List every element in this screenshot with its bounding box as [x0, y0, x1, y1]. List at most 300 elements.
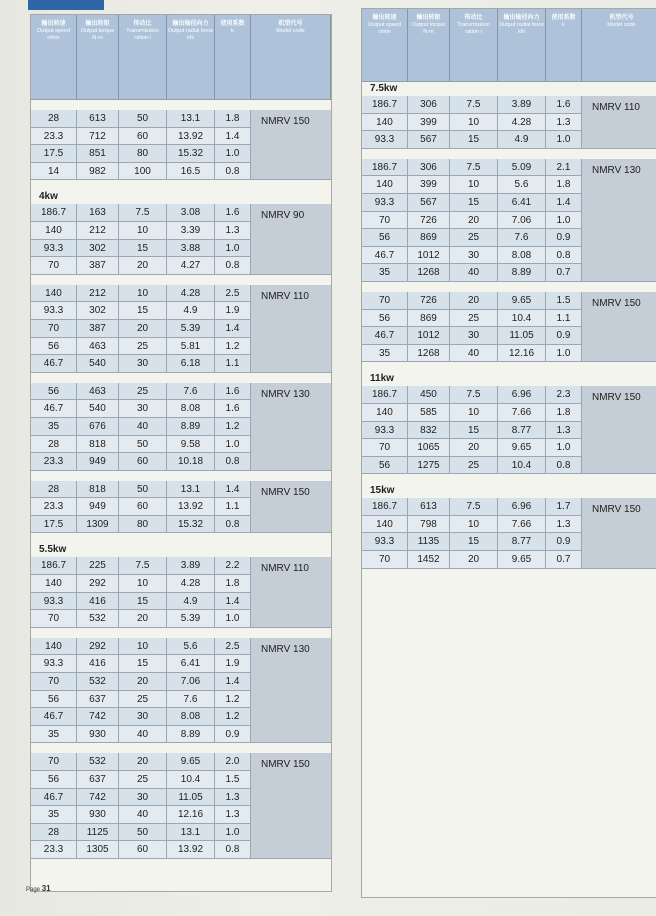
- table-cell: 70: [31, 610, 77, 628]
- table-cell: 463: [77, 338, 119, 356]
- table-cell: 4.27: [167, 257, 215, 275]
- table-cell: 30: [119, 400, 167, 418]
- table-cell: 8.08: [498, 247, 546, 265]
- table-row: [362, 247, 582, 265]
- table-cell: 1.5: [215, 771, 251, 789]
- table-row: [362, 386, 582, 404]
- table-cell: 15: [450, 533, 498, 551]
- table-row: [31, 418, 251, 436]
- table-cell: 0.9: [215, 726, 251, 744]
- table-cell: 212: [77, 285, 119, 303]
- table-cell: 1012: [408, 327, 450, 345]
- table-cell: 399: [408, 114, 450, 132]
- table-cell: 8.89: [498, 264, 546, 282]
- table-cell: 5.81: [167, 338, 215, 356]
- table-cell: 186.7: [362, 159, 408, 177]
- table-cell: 306: [408, 159, 450, 177]
- column-header-en: Transmission ration i: [457, 22, 490, 35]
- table-cell: 56: [31, 771, 77, 789]
- table-cell: 93.3: [31, 302, 77, 320]
- column-header: [77, 15, 119, 99]
- column-header: [582, 9, 656, 81]
- column-header-en: k: [562, 22, 565, 28]
- table-cell: 712: [77, 128, 119, 146]
- column-header-en: Output speed r/min: [367, 22, 402, 35]
- page-footer: [26, 884, 51, 893]
- table-cell: 3.89: [167, 557, 215, 575]
- table-cell: 0.7: [546, 264, 582, 282]
- table-cell: 1.0: [215, 824, 251, 842]
- table-cell: 50: [119, 481, 167, 499]
- table-cell: 1.1: [215, 498, 251, 516]
- table-cell: 1.0: [546, 131, 582, 149]
- table-cell: 416: [77, 655, 119, 673]
- table-cell: 12.16: [498, 345, 546, 363]
- table-cell: 15: [119, 655, 167, 673]
- table-cell: 25: [119, 383, 167, 401]
- power-section-title: 15kw: [370, 485, 395, 497]
- power-section-title: 5.5kw: [39, 544, 67, 556]
- table-cell: 6.41: [167, 655, 215, 673]
- table-cell: 1.3: [215, 806, 251, 824]
- table-cell: 399: [408, 176, 450, 194]
- table-cell: 2.1: [546, 159, 582, 177]
- table-cell: 1.2: [215, 338, 251, 356]
- column-header-cn: 机型代号: [278, 21, 303, 27]
- table-cell: 46.7: [362, 327, 408, 345]
- table-cell: 15: [450, 422, 498, 440]
- model-group-rows: [31, 638, 251, 744]
- model-group: [362, 498, 656, 568]
- model-group-rows: [31, 753, 251, 859]
- table-row: [31, 453, 251, 471]
- table-cell: 20: [450, 439, 498, 457]
- model-group: [31, 481, 331, 534]
- table-cell: 93.3: [31, 655, 77, 673]
- table-cell: 35: [362, 264, 408, 282]
- table-cell: 1.3: [215, 789, 251, 807]
- model-group-rows: [362, 386, 582, 474]
- table-cell: 70: [31, 257, 77, 275]
- table-cell: 28: [31, 481, 77, 499]
- table-cell: 7.06: [167, 673, 215, 691]
- table-cell: 930: [77, 806, 119, 824]
- table-header: [31, 15, 331, 100]
- table-cell: 163: [77, 204, 119, 222]
- table-row: [31, 128, 251, 146]
- model-group: [362, 386, 656, 474]
- table-cell: 10: [450, 176, 498, 194]
- table-cell: 11.05: [167, 789, 215, 807]
- table-cell: 1.3: [215, 222, 251, 240]
- table-cell: 50: [119, 110, 167, 128]
- table-row: [31, 753, 251, 771]
- table-row: [362, 212, 582, 230]
- table-cell: 1.7: [546, 498, 582, 516]
- table-cell: 1.4: [215, 593, 251, 611]
- table-cell: 93.3: [31, 593, 77, 611]
- table-cell: 10.4: [498, 457, 546, 475]
- model-code-cell: NMRV 90: [251, 204, 331, 274]
- table-row: [31, 320, 251, 338]
- table-cell: 46.7: [31, 400, 77, 418]
- table-cell: 3.89: [498, 96, 546, 114]
- table-cell: 0.8: [546, 457, 582, 475]
- table-cell: 25: [450, 310, 498, 328]
- table-cell: 13.92: [167, 498, 215, 516]
- table-cell: 0.9: [546, 533, 582, 551]
- table-cell: 302: [77, 240, 119, 258]
- table-cell: 15: [119, 240, 167, 258]
- page-number: 31: [41, 884, 51, 893]
- table-cell: 869: [408, 310, 450, 328]
- model-group-rows: [31, 204, 251, 274]
- table-cell: 46.7: [362, 247, 408, 265]
- table-cell: 1.3: [546, 114, 582, 132]
- table-cell: 15.32: [167, 145, 215, 163]
- table-cell: 292: [77, 575, 119, 593]
- table-cell: 637: [77, 771, 119, 789]
- table-cell: 8.77: [498, 533, 546, 551]
- table-cell: 585: [408, 404, 450, 422]
- table-row: [31, 163, 251, 181]
- column-header-cn: 使用系数: [551, 15, 576, 21]
- table-cell: 5.09: [498, 159, 546, 177]
- model-group: [31, 753, 331, 859]
- table-cell: 832: [408, 422, 450, 440]
- table-row: [362, 327, 582, 345]
- table-cell: 1309: [77, 516, 119, 534]
- table-cell: 10.4: [498, 310, 546, 328]
- table-cell: 14: [31, 163, 77, 181]
- table-cell: 6.41: [498, 194, 546, 212]
- table-cell: 23.3: [31, 453, 77, 471]
- table-row: [362, 533, 582, 551]
- table-cell: 23.3: [31, 128, 77, 146]
- table-cell: 70: [362, 292, 408, 310]
- table-cell: 20: [119, 257, 167, 275]
- table-cell: 4.9: [167, 302, 215, 320]
- table-cell: 70: [31, 753, 77, 771]
- table-cell: 25: [119, 771, 167, 789]
- table-cell: 93.3: [362, 194, 408, 212]
- table-cell: 140: [31, 222, 77, 240]
- table-cell: 40: [119, 806, 167, 824]
- table-cell: 6.96: [498, 386, 546, 404]
- table-cell: 13.1: [167, 481, 215, 499]
- table-row: [31, 516, 251, 534]
- table-cell: 1.3: [546, 422, 582, 440]
- table-cell: 20: [450, 292, 498, 310]
- table-cell: 0.8: [215, 453, 251, 471]
- table-cell: 1268: [408, 264, 450, 282]
- table-row: [31, 824, 251, 842]
- model-code-cell: NMRV 150: [582, 386, 656, 474]
- table-cell: 0.8: [215, 257, 251, 275]
- table-cell: 1.2: [215, 418, 251, 436]
- table-cell: 9.65: [498, 292, 546, 310]
- table-cell: 60: [119, 498, 167, 516]
- table-cell: 10.4: [167, 771, 215, 789]
- table-cell: 13.1: [167, 824, 215, 842]
- table-cell: 1.8: [215, 575, 251, 593]
- table-cell: 4.28: [167, 285, 215, 303]
- table-cell: 1305: [77, 841, 119, 859]
- table-cell: 23.3: [31, 841, 77, 859]
- table-cell: 40: [450, 345, 498, 363]
- column-header-cn: 输出转矩: [416, 15, 441, 21]
- table-cell: 1065: [408, 439, 450, 457]
- column-header: [546, 9, 582, 81]
- right-table-panel: [361, 8, 656, 898]
- table-cell: 7.6: [167, 383, 215, 401]
- table-cell: 6.96: [498, 498, 546, 516]
- table-cell: 186.7: [362, 386, 408, 404]
- table-cell: 4.28: [498, 114, 546, 132]
- model-group-rows: [362, 498, 582, 568]
- table-cell: 7.66: [498, 516, 546, 534]
- table-cell: 10: [450, 404, 498, 422]
- column-header-en: Output speed r/min: [36, 28, 71, 41]
- table-cell: 140: [31, 638, 77, 656]
- table-cell: 225: [77, 557, 119, 575]
- table-cell: 186.7: [31, 204, 77, 222]
- table-row: [31, 610, 251, 628]
- table-cell: 1.4: [546, 194, 582, 212]
- right-table-body: [362, 82, 656, 569]
- column-header-en: Output torque N·m: [80, 28, 115, 41]
- table-cell: 56: [31, 691, 77, 709]
- table-cell: 7.6: [167, 691, 215, 709]
- table-cell: 1.0: [215, 436, 251, 454]
- table-cell: 25: [119, 338, 167, 356]
- table-cell: 11.05: [498, 327, 546, 345]
- table-cell: 80: [119, 145, 167, 163]
- model-group-rows: [31, 110, 251, 180]
- table-cell: 20: [119, 673, 167, 691]
- table-row: [362, 194, 582, 212]
- table-cell: 1.8: [546, 404, 582, 422]
- model-group: [31, 285, 331, 373]
- table-cell: 0.8: [215, 841, 251, 859]
- table-cell: 292: [77, 638, 119, 656]
- section-spacer: [31, 100, 331, 110]
- table-cell: 1.1: [546, 310, 582, 328]
- table-cell: 7.06: [498, 212, 546, 230]
- column-header-cn: 输出转矩: [85, 21, 110, 27]
- table-row: [362, 422, 582, 440]
- table-row: [362, 551, 582, 569]
- table-cell: 30: [119, 789, 167, 807]
- table-cell: 10: [450, 114, 498, 132]
- table-cell: 25: [119, 691, 167, 709]
- table-row: [362, 404, 582, 422]
- table-cell: 1.2: [215, 691, 251, 709]
- table-row: [31, 726, 251, 744]
- table-cell: 5.39: [167, 320, 215, 338]
- table-cell: 1.6: [215, 400, 251, 418]
- table-cell: 0.9: [546, 229, 582, 247]
- table-cell: 2.5: [215, 285, 251, 303]
- table-cell: 0.7: [546, 551, 582, 569]
- table-cell: 7.5: [450, 96, 498, 114]
- table-cell: 7.5: [450, 386, 498, 404]
- column-header-en: k: [231, 28, 234, 34]
- table-row: [362, 516, 582, 534]
- table-cell: 10.18: [167, 453, 215, 471]
- table-cell: 1452: [408, 551, 450, 569]
- table-row: [31, 400, 251, 418]
- table-cell: 7.5: [119, 557, 167, 575]
- table-cell: 4.9: [167, 593, 215, 611]
- table-row: [31, 691, 251, 709]
- table-cell: 10: [119, 285, 167, 303]
- power-section-title: 7.5kw: [370, 83, 398, 94]
- table-cell: 186.7: [31, 557, 77, 575]
- table-cell: 13.1: [167, 110, 215, 128]
- table-cell: 8.89: [167, 418, 215, 436]
- table-cell: 7.5: [450, 498, 498, 516]
- table-row: [362, 131, 582, 149]
- table-cell: 1.8: [215, 110, 251, 128]
- table-row: [362, 96, 582, 114]
- table-row: [31, 338, 251, 356]
- table-cell: 3.39: [167, 222, 215, 240]
- table-cell: 20: [119, 753, 167, 771]
- table-cell: 35: [31, 726, 77, 744]
- table-cell: 1.4: [215, 128, 251, 146]
- table-row: [362, 292, 582, 310]
- model-group: [31, 383, 331, 471]
- table-row: [31, 655, 251, 673]
- table-cell: 35: [31, 806, 77, 824]
- model-group: [362, 96, 656, 149]
- table-row: [362, 310, 582, 328]
- table-row: [31, 498, 251, 516]
- table-cell: 9.58: [167, 436, 215, 454]
- table-row: [31, 593, 251, 611]
- table-cell: 15: [119, 302, 167, 320]
- table-row: [362, 176, 582, 194]
- model-code-cell: NMRV 150: [582, 498, 656, 568]
- table-header: [362, 9, 656, 82]
- table-cell: 60: [119, 841, 167, 859]
- table-cell: 70: [362, 212, 408, 230]
- table-cell: 532: [77, 673, 119, 691]
- table-cell: 0.9: [546, 327, 582, 345]
- model-code-cell: NMRV 130: [251, 383, 331, 471]
- table-cell: 2.2: [215, 557, 251, 575]
- table-cell: 140: [31, 575, 77, 593]
- table-cell: 1275: [408, 457, 450, 475]
- model-group: [31, 638, 331, 744]
- table-cell: 1.4: [215, 481, 251, 499]
- table-cell: 1.9: [215, 302, 251, 320]
- table-cell: 4.28: [167, 575, 215, 593]
- table-row: [31, 436, 251, 454]
- table-cell: 140: [362, 114, 408, 132]
- table-cell: 7.6: [498, 229, 546, 247]
- table-cell: 15: [450, 131, 498, 149]
- table-cell: 532: [77, 610, 119, 628]
- column-header: [215, 15, 251, 99]
- table-cell: 742: [77, 708, 119, 726]
- table-cell: 23.3: [31, 498, 77, 516]
- table-cell: 60: [119, 128, 167, 146]
- column-header-cn: 使用系数: [220, 21, 245, 27]
- table-row: [31, 575, 251, 593]
- table-cell: 50: [119, 824, 167, 842]
- model-group-rows: [362, 159, 582, 282]
- table-cell: 302: [77, 302, 119, 320]
- table-cell: 5.6: [167, 638, 215, 656]
- table-cell: 56: [362, 229, 408, 247]
- table-cell: 567: [408, 194, 450, 212]
- power-section-title: 4kw: [39, 191, 58, 203]
- table-cell: 40: [119, 726, 167, 744]
- table-cell: 676: [77, 418, 119, 436]
- table-cell: 70: [362, 439, 408, 457]
- table-cell: 949: [77, 498, 119, 516]
- table-cell: 463: [77, 383, 119, 401]
- table-cell: 16.5: [167, 163, 215, 181]
- table-cell: 306: [408, 96, 450, 114]
- table-cell: 140: [31, 285, 77, 303]
- table-cell: 387: [77, 257, 119, 275]
- table-cell: 20: [450, 551, 498, 569]
- column-header-en: Output radial force kN: [167, 28, 214, 41]
- table-cell: 1.0: [215, 610, 251, 628]
- table-cell: 1.5: [546, 292, 582, 310]
- table-cell: 1268: [408, 345, 450, 363]
- table-row: [362, 264, 582, 282]
- model-code-cell: NMRV 130: [582, 159, 656, 282]
- table-cell: 56: [31, 338, 77, 356]
- column-header: [362, 9, 408, 81]
- column-header-en: Output torque N·m: [411, 22, 446, 35]
- table-cell: 416: [77, 593, 119, 611]
- table-row: [362, 498, 582, 516]
- table-row: [31, 240, 251, 258]
- table-cell: 798: [408, 516, 450, 534]
- table-cell: 1.0: [215, 145, 251, 163]
- table-cell: 613: [77, 110, 119, 128]
- table-cell: 20: [119, 320, 167, 338]
- table-cell: 60: [119, 453, 167, 471]
- table-cell: 3.08: [167, 204, 215, 222]
- column-header: [167, 15, 215, 99]
- table-row: [31, 673, 251, 691]
- table-cell: 9.65: [167, 753, 215, 771]
- table-cell: 140: [362, 404, 408, 422]
- table-cell: 532: [77, 753, 119, 771]
- table-cell: 7.5: [450, 159, 498, 177]
- table-cell: 726: [408, 292, 450, 310]
- table-cell: 17.5: [31, 516, 77, 534]
- table-row: [31, 145, 251, 163]
- table-cell: 30: [450, 327, 498, 345]
- table-cell: 70: [31, 673, 77, 691]
- table-cell: 0.8: [546, 247, 582, 265]
- column-header: [251, 15, 331, 99]
- table-cell: 93.3: [362, 131, 408, 149]
- table-cell: 50: [119, 436, 167, 454]
- table-cell: 25: [450, 457, 498, 475]
- table-cell: 212: [77, 222, 119, 240]
- table-cell: 70: [362, 551, 408, 569]
- column-header: [498, 9, 546, 81]
- table-cell: 1.0: [546, 439, 582, 457]
